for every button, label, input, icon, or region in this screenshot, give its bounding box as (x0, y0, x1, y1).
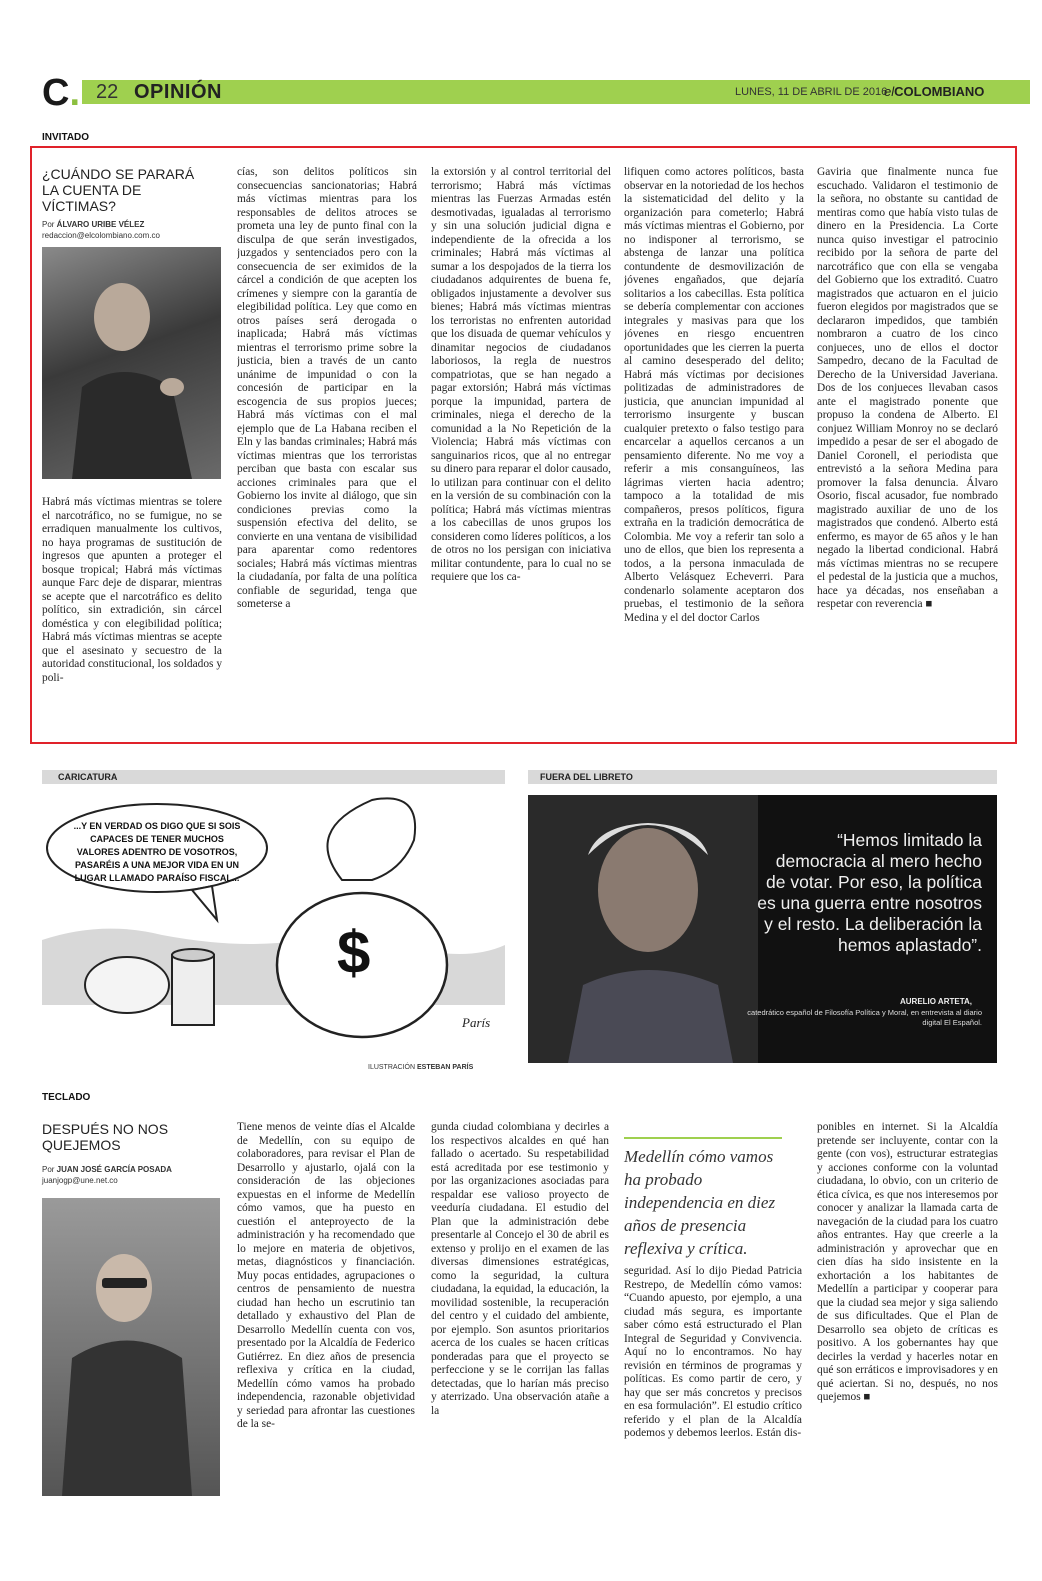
author-photo-2-figure (42, 1198, 220, 1496)
article-column-2: cías, son delitos políticos sin consecuencias sancionatorias; Habrá más víctimas mientras para los responsables de delitos atroces se prometa una ley de punto final con la disculpa de que serán investigados, juzgados y sentenciados pero con la consecuencia de ser eximidos de la cárcel a condición de que acepten los crímenes y siempre con la garantía de elegibilidad política. Ley que como en otros países será derogada o inaplicada; Habrá más víctimas mientras el terrorismo prime sobre la justicia, bien a través de un canto unánime de impunidad o con la concesión de participar en la escogencia de sus propios jueces; Habrá más víctimas con el mal ejemplo que de La Habana reciben el Eln y las bandas criminales; Habrá más víctimas mientras que los terroristas perciban que basta con escalar sus acciones criminales para que el Gobierno los invite al diálogo, que sin condiciones previas como la suspensión efectiva del delito, se convierte en una ventana de visibilidad para aparentar como redentores sociales; Habrá más víctimas mientras la ciudadanía, por falta de una política confiable de seguridad, tenga que someterse a (237, 166, 417, 610)
author-photo (42, 247, 221, 479)
pull-quote: Medellín cómo vamos ha probado independencia en diez años de presencia reflexiva y crítica. (624, 1137, 782, 1260)
article2-column-2: gunda ciudad colombiana y decirles a los respectivos alcaldes en qué han fallado o acertado. Su respetabilidad está acreditada por ese testimonio y por las organizaciones asociadas para respaldar ese valioso proyecto de veeduría ciudadana. El estudio del Plan que la administración debe presentarle al Concejo el 30 de abril es extenso y prolijo en el examen de las diversas dimensiones estratégicas, como la seguridad, la cultura ciudadana, la equidad, la educación, la movilidad sostenible, la recuperación del centro y el cuidado del ambiente, por ejemplo. Son asuntos prioritarios acerca de los cuales se hacen críticas ponderadas para que el proyecto se perfeccione y se le corrijan las fallas detectadas, que lo harían más preciso y aterrizado. Una observación atañe a la (431, 1121, 609, 1417)
kicker-caricatura: CARICATURA (58, 772, 118, 782)
author-email-2: juanjogp@une.net.co (42, 1176, 118, 1185)
page-number: 22 (96, 81, 119, 103)
cartoon (42, 790, 505, 1050)
kicker-invitado: INVITADO (42, 132, 90, 143)
kicker-teclado: TECLADO (42, 1092, 91, 1103)
section-title: OPINIÓN (134, 81, 222, 103)
author-photo-figure (42, 247, 221, 479)
author-email: redaccion@elcolombiano.com.co (42, 231, 160, 240)
article2-column-4: ponibles en internet. Si la Alcaldía pretende ser incluyente, contar con la gente (con vos), estructurar estrategias y acciones conforme con la voluntad ciudadana, lo obvio, con un criterio de ética cívica, es que nos interesemos por conocer y analizar la llamada carta de navegación de la ciudad para los cuatro años entrantes. Hay que creerle a la administración y aprovechar que en cien días ha sido insistente en la exhortación a los habitantes de Medellín a participar y cooperar para que la ciudad sea mejor y siga saliendo de sus dificultades. Que el Plan de Desarrollo sea objeto de críticas es positivo. A los gobernantes hay que decirles la verdad y hacerles notar en qué son erráticos e improvisadores y en qué aciertan. Si no, después, no nos quejemos ■ (817, 1121, 998, 1403)
quote-text: “Hemos limitado la democracia al mero hecho de votar. Por eso, la política es una guerra entre nosotros y el resto. La deliberación la hemos aplastado”. (757, 830, 982, 955)
article-column-3: la extorsión y al control territorial del terrorismo; Habrá más víctimas mientras las Fuerzas Armadas estén desmotivadas, igualadas al terrorismo y sin una solución judicial digna e independiente de la ofrecida a los criminales; Habrá más víctimas al sumar a los despojados de la tierra los ciudadanos adquirentes de buena fe, obligados injustamente a devolver sus bienes; Habrá más víctimas mientras los terroristas no enfrenten autoridad que los disuada de quemar vehículos y dinamitar negocios de ciudadanos laboriosos, la regla de nuestros compatriotas, que se han negado a pagar extorsión; Habrá más víctimas porque la impunidad, partera de criminales, niega el derecho de la comunidad a la No Repetición de la Violencia; Habrá más víctimas con sanguinarios ricos, que al no entregar su dinero para reparar el dolor causado, lo utilizan para continuar con el delito en la versión de su combinación con la política; Habrá más víctimas mientras a los cabecillas de unos grupos los consideren como líderes políticos, a los de otros no los persigan con iniciativa militar contundente, para lo cual no se requiere que los ca- (431, 166, 611, 583)
article-column-1: Habrá más víctimas mientras se tolere el narcotráfico, no se fumigue, no se erradiquen manualmente los cultivos, no haya programas de sustitución de ingresos que apunten a proteger el bosque tropical; Habrá más víctimas aunque Farc deje de disparar, mientras se acepte que el narcotráfico es delito político, sin extradición, sin cárcel doméstica y con elegibilidad política; Habrá más víctimas mientras se acepte que el asesinato y secuestro de la autoridad constitucional, los soldados y poli- (42, 496, 222, 684)
cartoon-signature: París (462, 1015, 491, 1030)
article-title: ¿CUÁNDO SE PARARÁ LA CUENTA DE VÍCTIMAS? (42, 166, 195, 214)
quote-author: AURELIO ARTETA, (900, 997, 972, 1006)
kicker-libreto: FUERA DEL LIBRETO (540, 772, 633, 782)
byline: Por ÁLVARO URIBE VÉLEZ (42, 220, 145, 229)
issue-date: LUNES, 11 DE ABRIL DE 2016 (735, 86, 888, 98)
quote-author-desc: catedrático español de Filosofía Política y Moral, en entrevista al diario digital El Español. (747, 1008, 982, 1027)
article-column-5: Gaviria que finalmente nunca fue escuchado. Validaron el testimonio de la señora, no obstante su cantidad de mentiras como que había visto tulas de dinero en la Presidencia. La Corte nunca quiso investigar el patrocinio recibido por la señora de parte del narcotráfico que con ella se vengaba del Gobierno que los extraditó. Cuatro magistrados que actuaron en el juicio fueron elegidos por magistrados que se declararon impedidos, que también nombraron a cuatro de los cinco conjueces, uno de ellos el doctor Sampedro, decano de la Facultad de Derecho de la Universidad Javeriana. Dos de los conjueces llevaban casos ante el magistrado ponente que propuso la condena de Alberto. El conjuez William Monroy no se declaró impedido a pesar de ser el abogado de Daniel Coronell, el periodista que entrevistó a la señora Medina para promover la falsa denuncia. Álvaro Osorio, fiscal acusador, fue nombrado magistrado auxiliar de uno de los magistrados que condenó. Alberto está enfermo, es mayor de 65 años y le han negado la libertad condicional. Habrá más víctimas mientras no se recupere el pedestal de la justicia que a muchos, hace ya décadas, nos enseñaban a respetar con reverencia ■ (817, 166, 998, 610)
byline-2: Por JUAN JOSÉ GARCÍA POSADA (42, 1165, 172, 1174)
illustration-credit: ILUSTRACIÓN ESTEBAN PARÍS (368, 1064, 474, 1071)
article-column-4: lifiquen como actores políticos, basta observar en la notoriedad de los hechos la sistematicidad del delito y la organización para cometerlo; Habrá más víctimas mientras el Gobierno, por no indisponer al terrorismo, se abstenga de lanzar una política contundente de desmovilización de jóvenes engañados, que dejaría solitarios a los cabecillas. Esta política se debería complementar con acciones integrales y masivas para que los jóvenes en riesgo encuentren oportunidades que les cierren la puerta al camino desesperado del delito; Habrá más víctimas por decisiones politizadas de administradores de justicia, que anuncian impunidad al terrorismo insurgente y buscan cualquier pretexto o falso testigo para encarcelar a aquellos cercanos a un pensamiento diferente. No me voy a referir a mis consanguíneos, las lágrimas vierten hacia adentro; tampoco a la totalidad de mis compañeros, presos políticos, figura extraña en la tradición democrática de Colombia. Me voy a referir tan solo a uno de ellos, que bien los representa a todos, a la persona inmaculada de Alberto Velásquez Echeverri. Para condenarlo solamente aceptaron dos pruebas, el testimonio de la señora Medina y el del doctor Carlos (624, 166, 804, 624)
paper-name: elCOLOMBIANO (884, 84, 985, 99)
speech-bubble-text: ...Y EN VERDAD OS DIGO QUE SI SOIS CAPACES DE TENER MUCHOS VALORES ADENTRO DE VOSOTROS, PASARÉIS A UNA MEJOR VIDA EN UN LUGAR LLAMADO PARAÍSO FISCAL... (73, 821, 241, 883)
dollar-sign: $ (337, 919, 371, 986)
article2-column-3: seguridad. Así lo dijo Piedad Patricia Restrepo, de Medellín cómo vamos: “Cuando apuesto, por ejemplo, a una ciudad más segura, es importante saber cómo está estructurado el Plan Integral de Seguridad y Convivencia. Aquí no lo encontramos. No hay revisión en términos de programas y políticas. Es como partir de cero, y hay que ser más concretos y precisos en esa formulación”. El estudio crítico referido y el plan de la Alcaldía podemos y debemos leerlos. Están dis- (624, 1265, 802, 1439)
article-title-2: DESPUÉS NO NOS QUEJEMOS (42, 1121, 169, 1153)
author-photo-2 (42, 1198, 220, 1496)
newspaper-logo: C. (42, 72, 81, 114)
article2-column-1: Tiene menos de veinte días el Alcalde de Medellín, con su equipo de colaboradores, para revisar el Plan de Desarrollo y ajustarlo, ojalá con la consideración de las objeciones expuestas en el informe de Medellín cómo vamos, que ha puesto en cuestión el anteproyecto de la administración y ha recomendado que lo mejore en materia de objetivos, metas, diagnósticos y financiación. Muy pocas entidades, agrupaciones o centros de pensamiento de nuestra ciudad han hecho un escrutinio tan detallado y exhaustivo del Plan de Desarrollo Medellín cuenta con vos, presentado por la Alcaldía de Federico Gutiérrez. En diez años de presencia reflexiva y crítica en la ciudad, Medellín cómo vamos ha probado independencia, razonable objetividad y seriedad para afrontar las cuestiones de la se- (237, 1121, 415, 1430)
